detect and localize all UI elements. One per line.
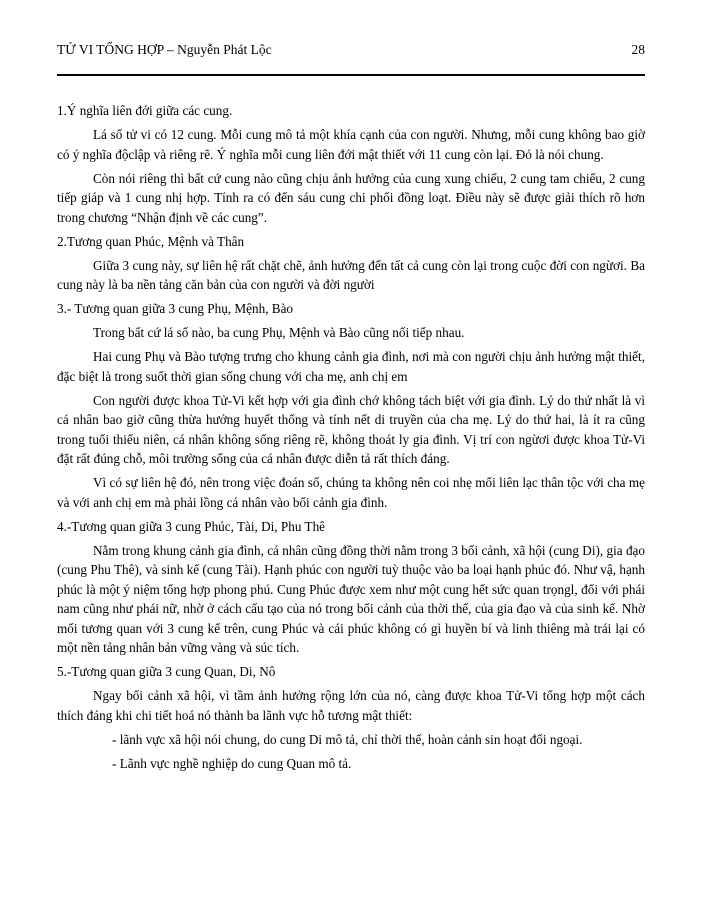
running-title: TỬ VI TỔNG HỢP – Nguyễn Phát Lộc [57, 42, 272, 57]
paragraph: Vì có sự liên hệ đó, nên trong việc đoán số, chúng ta không nên coi nhẹ mối liên lạc thân tộc với cha mẹ và với anh chị em mà phải lồng cá nhân vào bối cảnh gia đình. [57, 475, 645, 510]
section-heading-5: 5.-Tương quan giữa 3 cung Quan, Di, Nô [57, 664, 276, 679]
section-heading-1: 1.Ý nghĩa liên đới giữa các cung. [57, 103, 233, 118]
paragraph: Giữa 3 cung này, sự liên hệ rất chặt chẽ, ảnh hưởng đến tất cả cung còn lại trong cuộc đời con ngừơi. Ba cung này là ba nền tảng căn bản của con người và đời người [57, 257, 645, 292]
page-number: 28 [631, 42, 645, 57]
page-header [57, 42, 645, 58]
paragraph: Hai cung Phụ và Bào tượng trưng cho khung cảnh gia đình, nơi mà con người chịu ảnh hưởng mật thiết, đặc biệt là trong suốt thời gian sống chung với cha mẹ, anh chị em [57, 349, 645, 384]
paragraph: Ngay bối cảnh xã hội, vì tầm ảnh hưởng rộng lớn của nó, càng được khoa Tử-Vi tổng hợp một cách thích đáng khi chi tiết hoá nó thành ba lãnh vực hỗ tương mật thiết: [57, 688, 645, 723]
page-body [57, 101, 645, 773]
paragraph: Con người được khoa Tử-Vi kết hợp với gia đình chớ không tách biệt với gia đình. Lý do thứ nhất là vì cá nhân bao giờ cũng thừa hưởng huyết thống và tính nết di truyền của cha mẹ. Lý do thứ hai, là ít ra cũng trong tuổi thiếu niên, cá nhân không sống riêng rẽ, không thoát ly gia đình. Vị trí con ngừơi được khoa Tử-Vi đặt rất đúng chỗ, môi trường sống của cá nhân được diễn tả rất thích đáng. [57, 392, 645, 466]
paragraph: Lá số tử vi có 12 cung. Mỗi cung mô tả một khía cạnh của con người. Nhưng, mỗi cung không bao giờ có ý nghĩa độclập và riêng rẽ. Ý nghĩa mỗi cung liên đới mật thiết với 11 cung còn lại. Đó là nói chung. [57, 127, 645, 162]
section-heading-4: 4.-Tương quan giữa 3 cung Phúc, Tài, Di, Phu Thê [57, 518, 326, 534]
paragraph: Còn nói riêng thì bất cứ cung nào cũng chịu ảnh hưởng của cung xung chiếu, 2 cung tam chiếu, 2 cung tiếp giáp và 1 cung nhị hợp. Tính ra có đến sáu cung chi phối đồng loạt. Điều này sẽ được giải thích rõ hơn trong chương “Nhận định về các cung”. [57, 170, 645, 225]
bullet-item: - Lãnh vực nghề nghiệp do cung Quan mô tả. [112, 755, 352, 771]
paragraph: Nằm trong khung cảnh gia đình, cá nhân cũng đồng thời nằm trong 3 bối cảnh, xã hội (cung Di), gia đạo (cung Phu Thê), và sinh kế (cung Tài). Hạnh phúc con người tuỳ thuộc vào ba loại hạnh phúc đó. Như vậ, hạnh phúc là một ý niệm tổng hợp phong phú. Cung Phúc được xem như một cung hết sức quan trọngl, đối với phái nam cũng như phái nữ, nhờ ở cách cấu tạo của nó trong bối cảnh của thời thế, của gia đạo và của sinh kế. Nhờ mối tương quan với 3 cung kể trên, cung Phúc và cái phúc không có gì huyền bí và linh thiêng mà trái lại có một nền tảng nhân bản vững vàng và súc tích. [57, 542, 645, 655]
section-heading-3: 3.- Tương quan giữa 3 cung Phụ, Mệnh, Bào [57, 301, 294, 316]
paragraph: Trong bất cứ lá số nào, ba cung Phụ, Mệnh và Bào cũng nối tiếp nhau. [93, 325, 465, 340]
header-rule [57, 74, 645, 76]
section-heading-2: 2.Tương quan Phúc, Mệnh và Thân [57, 233, 245, 249]
bullet-item: - lãnh vực xã hội nói chung, do cung Di mô tả, chỉ thời thế, hoàn cảnh sin hoạt đối ngoại. [112, 731, 583, 747]
